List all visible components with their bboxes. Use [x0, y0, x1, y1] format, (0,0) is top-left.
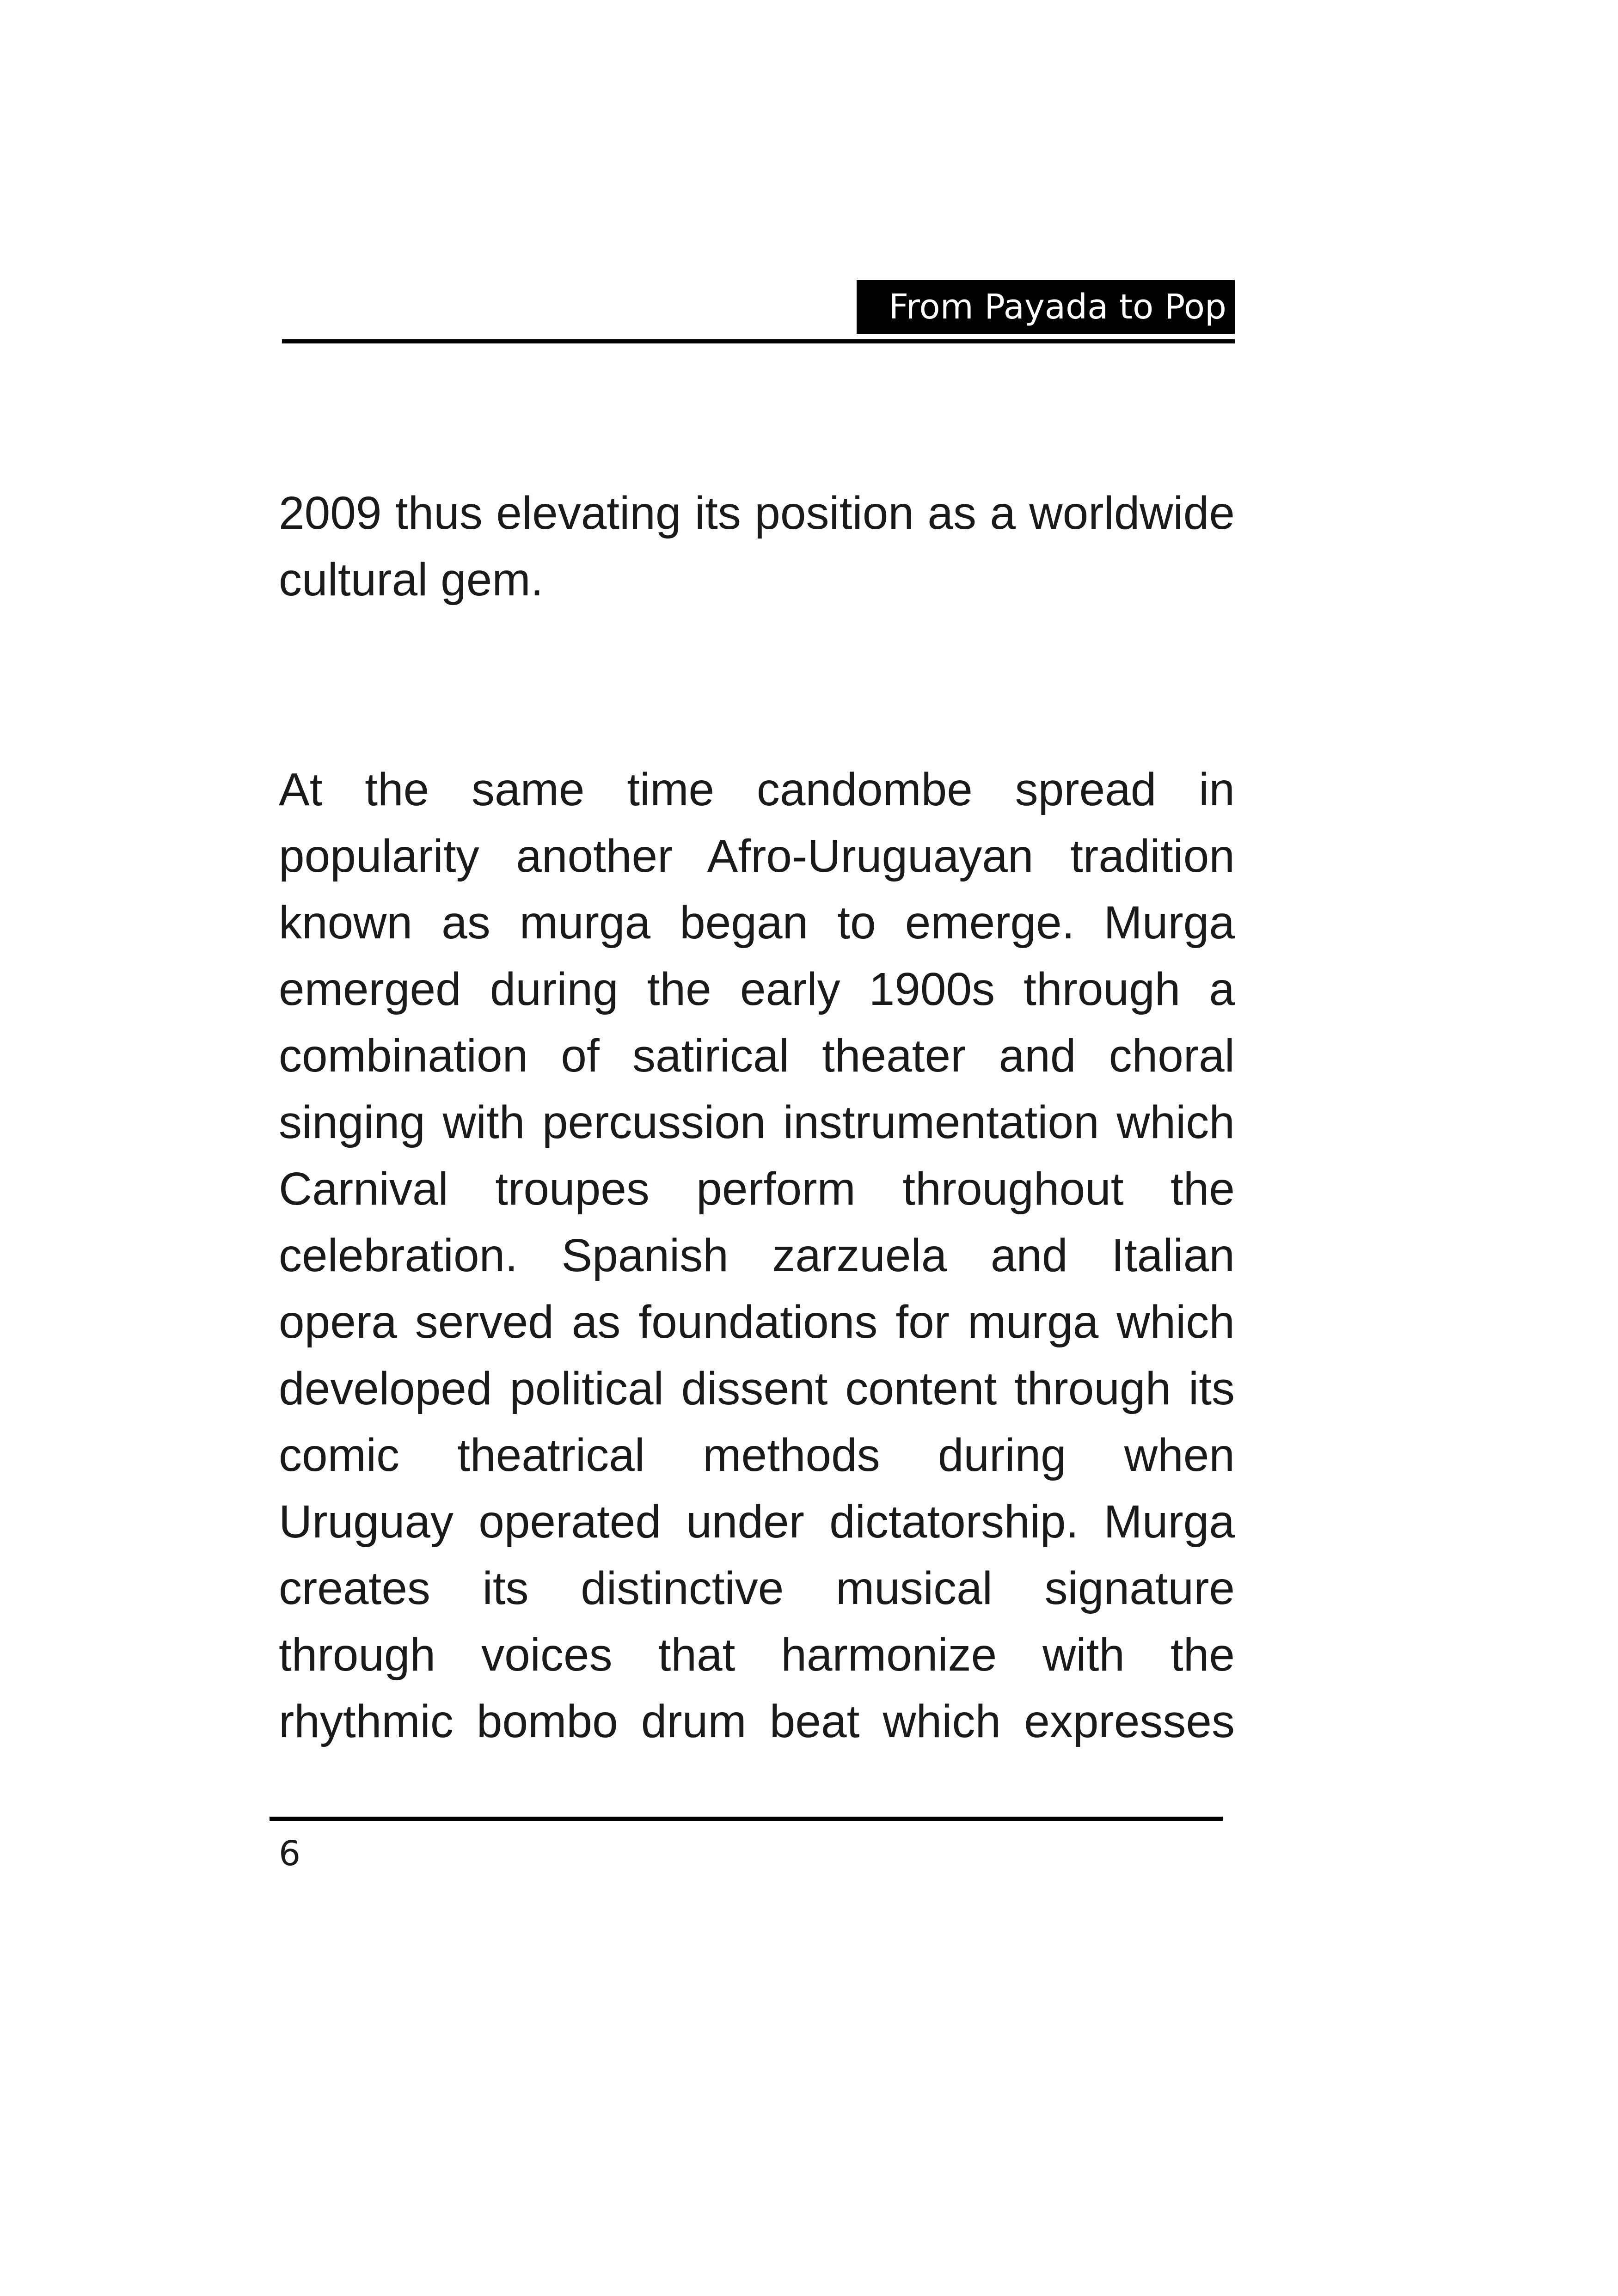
text-line: celebration. Spanish zarzuela and Italian	[279, 1230, 1235, 1281]
text-line: rhythmic bombo drum beat which expresses	[279, 1696, 1235, 1747]
text-line: cultural gem.	[279, 554, 544, 606]
text-line: 2009 thus elevating its position as a worldwide	[279, 487, 1235, 539]
footer-rule	[270, 1817, 1223, 1821]
text-line: Uruguay operated under dictatorship. Murga	[279, 1496, 1235, 1548]
text-line: through voices that harmonize with the	[279, 1629, 1235, 1681]
text-line: singing with percussion instrumentation which	[279, 1096, 1235, 1148]
page-number: 6	[279, 1834, 301, 1874]
text-line: creates its distinctive musical signature	[279, 1562, 1235, 1614]
text-line: At the same time candombe spread in	[279, 764, 1235, 815]
paragraph-2	[279, 756, 1235, 1755]
text-line: combination of satirical theater and choral	[279, 1030, 1235, 1082]
text-line: comic theatrical methods during when	[279, 1429, 1235, 1481]
header-rule	[282, 339, 1235, 343]
text-line: known as murga began to emerge. Murga	[279, 897, 1235, 949]
text-line: popularity another Afro-Uruguayan tradition	[279, 830, 1235, 882]
paragraph-1	[279, 480, 1235, 613]
text-line: Carnival troupes perform throughout the	[279, 1163, 1235, 1215]
text-line: developed political dissent content through its	[279, 1363, 1235, 1414]
running-header-title: From Payada to Pop	[857, 280, 1235, 334]
text-line: opera served as foundations for murga which	[279, 1296, 1235, 1348]
text-line: emerged during the early 1900s through a	[279, 963, 1235, 1015]
